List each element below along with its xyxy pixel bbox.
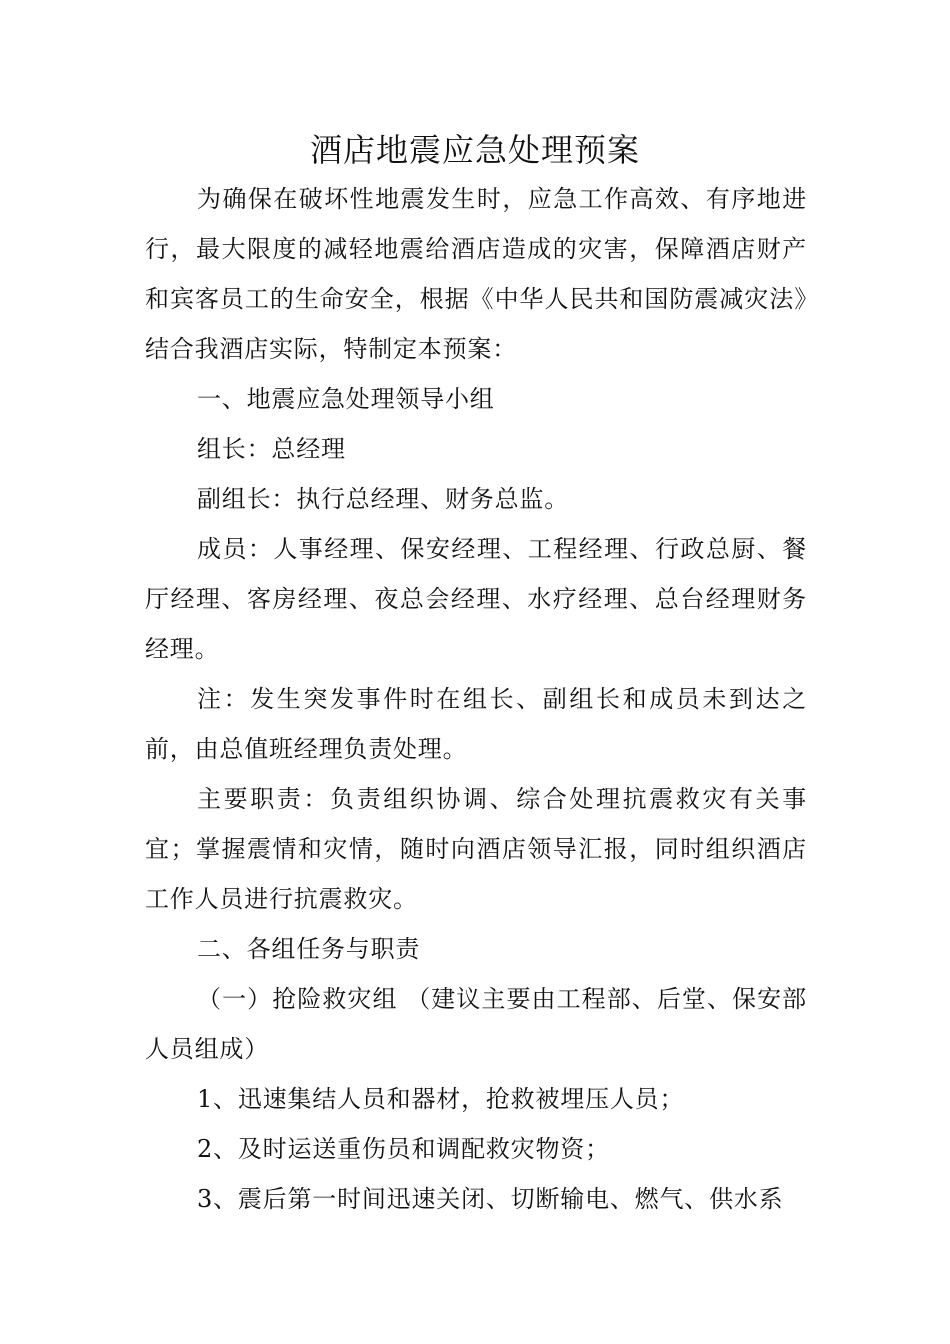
paragraph-note: 注：发生突发事件时在组长、副组长和成员未到达之前，由总值班经理负责处理。 bbox=[145, 685, 807, 763]
paragraph-section-2-heading: 二、各组任务与职责 bbox=[197, 935, 421, 963]
paragraph-intro: 为确保在破坏性地震发生时，应急工作高效、有序地进行，最大限度的减轻地震给酒店造成的灾害，保障酒店财产和宾客员工的生命安全，根据《中华人民共和国防震减灾法》结合我酒店实际，特制定本预案： bbox=[145, 185, 807, 363]
paragraph-item-3: 3、震后第一时间迅速关闭、切断输电、燃气、供水系 bbox=[197, 1185, 784, 1213]
document-title: 酒店地震应急处理预案 bbox=[309, 131, 640, 169]
document-body bbox=[145, 174, 807, 1224]
paragraph-leader: 组长：总经理 bbox=[197, 435, 346, 463]
paragraph-rescue-group: （一）抢险救灾组 （建议主要由工程部、后堂、保安部人员组成） bbox=[145, 985, 807, 1063]
paragraph-section-1-heading: 一、地震应急处理领导小组 bbox=[197, 385, 495, 413]
paragraph-item-2: 2、及时运送重伤员和调配救灾物资； bbox=[197, 1135, 610, 1163]
paragraph-responsibilities: 主要职责：负责组织协调、综合处理抗震救灾有关事宜；掌握震情和灾情，随时向酒店领导汇报，同时组织酒店工作人员进行抗震救灾。 bbox=[145, 785, 807, 913]
paragraph-deputy-leader: 副组长：执行总经理、财务总监。 bbox=[197, 485, 569, 513]
paragraph-item-1: 1、迅速集结人员和器材，抢救被埋压人员； bbox=[197, 1085, 685, 1113]
paragraph-members: 成员：人事经理、保安经理、工程经理、行政总厨、餐厅经理、客房经理、夜总会经理、水疗经理、总台经理财务经理。 bbox=[145, 535, 807, 663]
